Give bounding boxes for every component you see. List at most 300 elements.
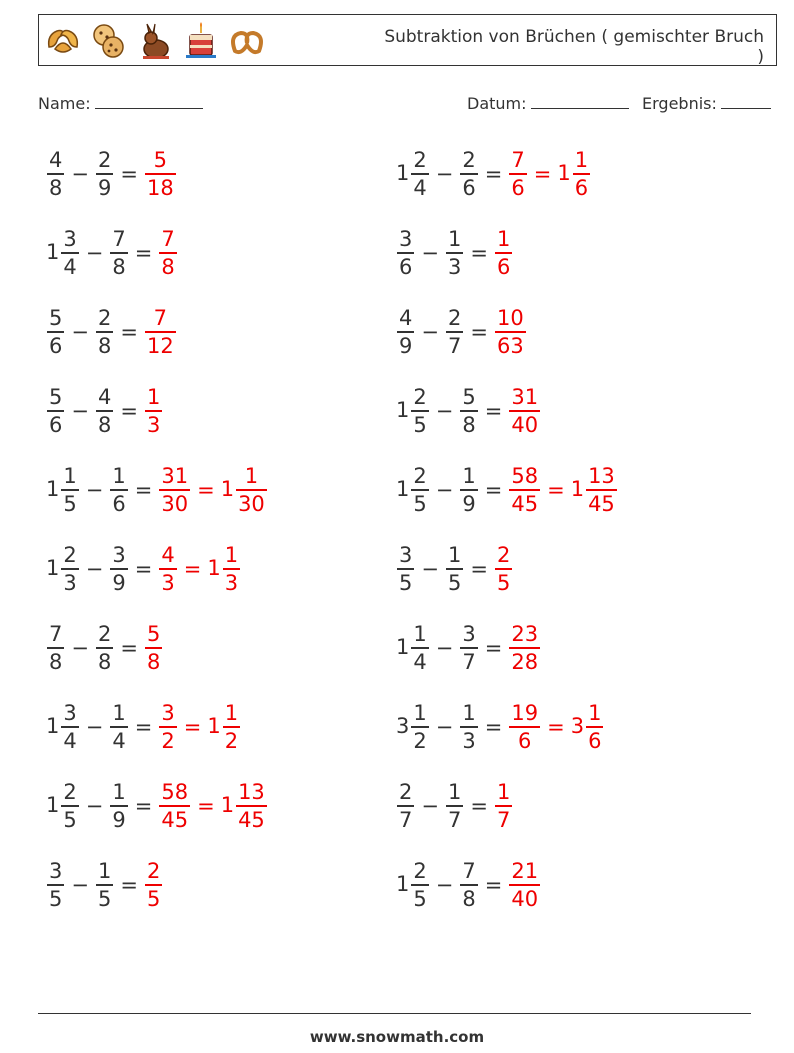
- subtrahend-numerator: 1: [447, 543, 462, 568]
- subtrahend-denominator: 7: [447, 333, 462, 358]
- problem-row: [46, 777, 268, 835]
- minuend-fraction: [411, 858, 428, 912]
- answer-numerator: 2: [496, 543, 511, 568]
- subtrahend-fraction: [96, 147, 113, 201]
- subtrahend-denominator: 9: [462, 491, 476, 516]
- subtrahend-denominator: 8: [97, 412, 112, 437]
- answer-fraction: [509, 147, 526, 201]
- equals-sign: =: [134, 478, 153, 502]
- minuend-fraction: [47, 858, 64, 912]
- subtrahend-denominator: 8: [112, 254, 126, 279]
- minuend-fraction: [61, 779, 78, 833]
- minuend-numerator: 2: [413, 464, 427, 489]
- minuend: [46, 147, 65, 201]
- answer-fraction: [495, 779, 512, 833]
- answer-denominator: 5: [146, 886, 161, 911]
- minuend-whole: 1: [46, 477, 60, 501]
- answer-numerator: 19: [511, 701, 539, 726]
- subtrahend-fraction: [446, 305, 463, 359]
- minuend-denominator: 5: [413, 886, 427, 911]
- minuend-fraction: [397, 226, 414, 280]
- answer-mixed-fraction: [573, 147, 590, 201]
- answer-mixed: [207, 700, 241, 754]
- subtrahend-denominator: 4: [112, 728, 126, 753]
- answer-fraction: [159, 700, 176, 754]
- equals-sign: =: [134, 241, 153, 265]
- answer-numerator: 10: [496, 306, 524, 331]
- subtrahend-numerator: 1: [112, 701, 126, 726]
- subtrahend-numerator: 2: [97, 622, 112, 647]
- subtrahend-fraction: [96, 858, 113, 912]
- answer-denominator: 5: [496, 570, 511, 595]
- minuend-fraction: [61, 226, 78, 280]
- date-field: [467, 94, 629, 113]
- subtrahend-fraction: [110, 463, 127, 517]
- minus-sign: −: [71, 873, 89, 897]
- minus-sign: −: [421, 241, 439, 265]
- minuend-denominator: 5: [413, 491, 427, 516]
- answer: [508, 700, 541, 754]
- minuend-fraction: [411, 463, 428, 517]
- subtrahend-numerator: 1: [447, 227, 462, 252]
- answer-mixed-numerator: 13: [588, 464, 615, 489]
- minuend-fraction: [47, 384, 64, 438]
- minus-sign: −: [71, 320, 89, 344]
- problem-row: [46, 382, 163, 440]
- equals-sign: =: [470, 557, 488, 581]
- minuend-numerator: 1: [413, 622, 427, 647]
- equals-sign: =: [484, 478, 503, 502]
- answer-mixed: [571, 700, 605, 754]
- answer: [158, 542, 177, 596]
- answer-mixed-whole: 1: [220, 477, 235, 501]
- subtrahend-denominator: 8: [97, 649, 112, 674]
- equals-sign: =: [134, 557, 153, 581]
- answer-fraction: [495, 305, 526, 359]
- subtrahend: [95, 858, 114, 912]
- subtrahend-numerator: 1: [447, 780, 462, 805]
- answer-denominator: 6: [496, 254, 511, 279]
- subtrahend-fraction: [460, 621, 477, 675]
- subtrahend-fraction: [446, 779, 463, 833]
- subtrahend: [459, 384, 478, 438]
- score-field: [642, 94, 771, 113]
- problem-row: [396, 145, 591, 203]
- subtrahend-denominator: 7: [462, 649, 476, 674]
- score-blank[interactable]: [721, 94, 771, 109]
- subtrahend-denominator: 5: [447, 570, 462, 595]
- answer-numerator: 1: [146, 385, 161, 410]
- subtrahend-fraction: [110, 700, 127, 754]
- worksheet-header: [38, 14, 777, 66]
- equals-sign: =: [484, 873, 503, 897]
- chocolate-bunny-icon: [135, 21, 175, 61]
- answer-mixed-numerator: 1: [588, 701, 602, 726]
- minus-sign: −: [71, 162, 89, 186]
- footer-divider: [38, 1013, 751, 1014]
- subtrahend: [445, 305, 464, 359]
- answer-mixed-denominator: 2: [224, 728, 239, 753]
- minus-sign: −: [71, 636, 89, 660]
- problem-row: [46, 461, 268, 519]
- subtrahend: [459, 463, 478, 517]
- problem-row: [396, 461, 618, 519]
- minuend: [396, 384, 430, 438]
- equals-sign: =: [134, 715, 153, 739]
- minuend-denominator: 4: [413, 649, 427, 674]
- answer-mixed-whole: 3: [570, 714, 585, 738]
- minuend-denominator: 6: [49, 333, 63, 358]
- answer: [508, 384, 541, 438]
- answer-denominator: 7: [496, 807, 511, 832]
- minuend-numerator: 3: [49, 859, 63, 884]
- equals-sign: =: [120, 320, 138, 344]
- answer-numerator: 21: [511, 859, 539, 884]
- answer: [494, 779, 513, 833]
- minuend: [396, 700, 430, 754]
- subtrahend-denominator: 6: [462, 175, 476, 200]
- subtrahend-fraction: [96, 384, 113, 438]
- answer-numerator: 58: [511, 464, 539, 489]
- minuend-denominator: 5: [49, 886, 63, 911]
- minuend-denominator: 5: [63, 807, 77, 832]
- minuend-denominator: 5: [413, 412, 427, 437]
- answer: [158, 463, 191, 517]
- answer-mixed-whole: 1: [557, 161, 571, 185]
- subtrahend-denominator: 5: [97, 886, 112, 911]
- subtrahend-fraction: [96, 305, 113, 359]
- minuend-whole: 1: [396, 635, 410, 659]
- minuend-numerator: 3: [63, 227, 77, 252]
- subtrahend: [95, 305, 114, 359]
- answer-fraction: [159, 226, 176, 280]
- answer-mixed: [221, 779, 268, 833]
- answer: [508, 463, 541, 517]
- answer-numerator: 2: [146, 859, 161, 884]
- minuend: [46, 700, 80, 754]
- answer-mixed-denominator: 6: [588, 728, 602, 753]
- subtrahend-denominator: 9: [112, 807, 126, 832]
- minuend-whole: 1: [46, 714, 60, 738]
- subtrahend-fraction: [460, 858, 477, 912]
- problem-row: [396, 698, 604, 756]
- answer-fraction: [509, 621, 540, 675]
- minuend-denominator: 6: [399, 254, 413, 279]
- subtrahend-numerator: 5: [462, 385, 476, 410]
- minus-sign: −: [421, 320, 439, 344]
- subtrahend-numerator: 3: [462, 622, 476, 647]
- answer-fraction: [159, 779, 190, 833]
- minuend-whole: 1: [396, 161, 410, 185]
- subtrahend: [109, 700, 128, 754]
- answer-mixed-denominator: 3: [224, 570, 239, 595]
- minuend-numerator: 2: [63, 543, 77, 568]
- subtrahend: [459, 858, 478, 912]
- subtrahend-numerator: 1: [462, 701, 476, 726]
- answer-mixed-fraction: [223, 542, 240, 596]
- birthday-cake-icon: [181, 21, 221, 61]
- subtrahend-numerator: 3: [112, 543, 126, 568]
- minuend-whole: 1: [46, 240, 60, 264]
- subtrahend: [459, 621, 478, 675]
- answer-denominator: 8: [146, 649, 161, 674]
- subtrahend-denominator: 3: [462, 728, 476, 753]
- minuend: [46, 621, 65, 675]
- subtrahend-fraction: [460, 700, 477, 754]
- name-label: Name:: [38, 94, 91, 113]
- answer-mixed-fraction: [236, 463, 267, 517]
- subtrahend-denominator: 8: [462, 886, 476, 911]
- answer-numerator: 23: [511, 622, 539, 647]
- subtrahend: [109, 463, 128, 517]
- equals-sign: =: [547, 715, 565, 739]
- header-icons: [43, 21, 267, 61]
- name-field: [38, 94, 203, 113]
- minuend-denominator: 3: [63, 570, 77, 595]
- answer-mixed: [557, 147, 591, 201]
- minuend: [46, 542, 80, 596]
- subtrahend: [459, 147, 478, 201]
- subtrahend-fraction: [110, 542, 127, 596]
- answer-mixed-fraction: [586, 463, 617, 517]
- answer-mixed-denominator: 6: [574, 175, 589, 200]
- minuend: [396, 779, 415, 833]
- minuend: [46, 779, 80, 833]
- subtrahend-denominator: 9: [112, 570, 126, 595]
- answer-numerator: 5: [153, 148, 168, 173]
- equals-sign: =: [120, 162, 138, 186]
- minus-sign: −: [435, 478, 454, 502]
- answer-denominator: 18: [146, 175, 174, 200]
- minuend: [46, 858, 65, 912]
- answer-mixed-fraction: [236, 779, 267, 833]
- problem-row: [396, 382, 541, 440]
- minuend: [396, 858, 430, 912]
- minus-sign: −: [85, 794, 104, 818]
- subtrahend-numerator: 7: [112, 227, 126, 252]
- answer: [494, 305, 527, 359]
- subtrahend-numerator: 2: [97, 306, 112, 331]
- answer-mixed-denominator: 45: [588, 491, 615, 516]
- answer-numerator: 31: [511, 385, 539, 410]
- minuend-denominator: 4: [63, 254, 77, 279]
- subtrahend-numerator: 2: [447, 306, 462, 331]
- worksheet-title: Subtraktion von Brüchen ( gemischter Bruch ): [384, 27, 764, 67]
- minuend-numerator: 3: [63, 701, 77, 726]
- subtrahend-numerator: 2: [462, 148, 476, 173]
- equals-sign: =: [120, 873, 138, 897]
- answer: [158, 226, 177, 280]
- answer-numerator: 7: [153, 306, 168, 331]
- minuend: [396, 621, 430, 675]
- answer-mixed: [571, 463, 618, 517]
- equals-sign: =: [197, 794, 215, 818]
- minuend: [46, 384, 65, 438]
- answer-numerator: 1: [496, 780, 511, 805]
- answer-mixed-numerator: 1: [244, 464, 259, 489]
- name-blank[interactable]: [95, 94, 203, 109]
- answer-denominator: 6: [511, 175, 525, 200]
- minus-sign: −: [71, 399, 89, 423]
- subtrahend-numerator: 1: [97, 859, 112, 884]
- answer-fraction: [495, 542, 512, 596]
- subtrahend-denominator: 7: [447, 807, 462, 832]
- equals-sign: =: [197, 478, 215, 502]
- subtrahend: [95, 147, 114, 201]
- answer-fraction: [495, 226, 512, 280]
- subtrahend-numerator: 2: [97, 148, 112, 173]
- minuend-numerator: 3: [399, 227, 413, 252]
- minuend-whole: 3: [396, 714, 410, 738]
- answer-denominator: 45: [511, 491, 539, 516]
- minuend-whole: 1: [46, 556, 60, 580]
- answer-denominator: 28: [511, 649, 539, 674]
- answer: [158, 700, 177, 754]
- subtrahend-fraction: [96, 621, 113, 675]
- minuend-numerator: 3: [399, 543, 413, 568]
- subtrahend: [459, 700, 478, 754]
- minuend-denominator: 5: [63, 491, 77, 516]
- answer-mixed-whole: 1: [220, 793, 235, 817]
- minuend-numerator: 2: [399, 780, 413, 805]
- subtrahend-fraction: [446, 542, 463, 596]
- minus-sign: −: [435, 636, 454, 660]
- answer: [494, 226, 513, 280]
- answer-mixed-fraction: [586, 700, 603, 754]
- answer: [144, 384, 163, 438]
- equals-sign: =: [470, 794, 488, 818]
- croissant-icon: [43, 21, 83, 61]
- subtrahend: [445, 542, 464, 596]
- answer-mixed-denominator: 45: [238, 807, 265, 832]
- minuend-numerator: 1: [413, 701, 427, 726]
- minuend-denominator: 8: [49, 649, 63, 674]
- answer-mixed-numerator: 1: [224, 701, 239, 726]
- minuend-numerator: 2: [63, 780, 77, 805]
- subtrahend: [109, 542, 128, 596]
- date-label: Datum:: [467, 94, 527, 113]
- subtrahend-denominator: 9: [97, 175, 112, 200]
- answer-denominator: 3: [146, 412, 161, 437]
- answer-fraction: [145, 305, 176, 359]
- minuend-fraction: [397, 542, 414, 596]
- answer-mixed-numerator: 1: [574, 148, 589, 173]
- minuend-fraction: [61, 700, 78, 754]
- minuend-fraction: [47, 621, 64, 675]
- answer-fraction: [509, 858, 540, 912]
- problem-row: [396, 856, 541, 914]
- minuend-denominator: 2: [413, 728, 427, 753]
- problem-row: [46, 145, 177, 203]
- answer: [508, 147, 527, 201]
- answer-numerator: 5: [146, 622, 161, 647]
- problem-row: [46, 619, 163, 677]
- subtrahend-fraction: [110, 226, 127, 280]
- subtrahend-numerator: 1: [462, 464, 476, 489]
- minuend-denominator: 4: [63, 728, 77, 753]
- answer-denominator: 63: [496, 333, 524, 358]
- minuend-denominator: 4: [413, 175, 427, 200]
- minus-sign: −: [435, 162, 454, 186]
- answer-numerator: 3: [161, 701, 175, 726]
- minuend-whole: 1: [396, 872, 410, 896]
- minuend-denominator: 6: [49, 412, 63, 437]
- minuend-numerator: 2: [413, 148, 427, 173]
- minuend-numerator: 4: [399, 306, 413, 331]
- answer-fraction: [159, 463, 190, 517]
- subtrahend: [109, 226, 128, 280]
- answer: [144, 858, 163, 912]
- minus-sign: −: [85, 715, 104, 739]
- answer-mixed-denominator: 30: [238, 491, 265, 516]
- equals-sign: =: [484, 399, 503, 423]
- answer-numerator: 1: [496, 227, 511, 252]
- answer-denominator: 12: [146, 333, 174, 358]
- problem-row: [396, 619, 541, 677]
- answer-denominator: 3: [161, 570, 175, 595]
- minus-sign: −: [421, 557, 439, 581]
- date-blank[interactable]: [531, 94, 629, 109]
- subtrahend-denominator: 6: [112, 491, 126, 516]
- subtrahend-fraction: [110, 779, 127, 833]
- answer-numerator: 58: [161, 780, 189, 805]
- minuend-fraction: [411, 700, 428, 754]
- minuend-fraction: [411, 384, 428, 438]
- answer-mixed-numerator: 13: [238, 780, 265, 805]
- equals-sign: =: [120, 399, 138, 423]
- equals-sign: =: [134, 794, 153, 818]
- minuend-numerator: 5: [49, 306, 63, 331]
- minuend: [396, 542, 415, 596]
- minuend-denominator: 9: [399, 333, 413, 358]
- answer-fraction: [145, 621, 162, 675]
- minuend-fraction: [61, 542, 78, 596]
- answer-denominator: 2: [161, 728, 175, 753]
- minuend-numerator: 5: [49, 385, 63, 410]
- subtrahend: [95, 621, 114, 675]
- equals-sign: =: [484, 162, 503, 186]
- answer: [144, 147, 177, 201]
- minuend-fraction: [47, 305, 64, 359]
- minuend-fraction: [61, 463, 78, 517]
- answer-fraction: [145, 858, 162, 912]
- cookies-icon: [89, 21, 129, 61]
- minuend-denominator: 8: [49, 175, 63, 200]
- answer: [144, 305, 177, 359]
- minuend: [396, 463, 430, 517]
- subtrahend: [445, 779, 464, 833]
- problem-row: [46, 698, 241, 756]
- answer-fraction: [509, 384, 540, 438]
- answer-mixed-fraction: [223, 700, 240, 754]
- minus-sign: −: [85, 557, 104, 581]
- answer-fraction: [145, 384, 162, 438]
- answer-denominator: 45: [161, 807, 189, 832]
- answer-denominator: 40: [511, 412, 539, 437]
- minuend-numerator: 1: [63, 464, 77, 489]
- minuend-whole: 1: [46, 793, 60, 817]
- minuend-denominator: 7: [399, 807, 413, 832]
- score-label: Ergebnis:: [642, 94, 717, 113]
- answer: [508, 858, 541, 912]
- answer-mixed: [207, 542, 241, 596]
- answer-denominator: 6: [518, 728, 532, 753]
- problem-row: [46, 540, 241, 598]
- minuend-fraction: [397, 305, 414, 359]
- subtrahend-fraction: [460, 384, 477, 438]
- minus-sign: −: [85, 241, 104, 265]
- subtrahend-numerator: 1: [112, 464, 126, 489]
